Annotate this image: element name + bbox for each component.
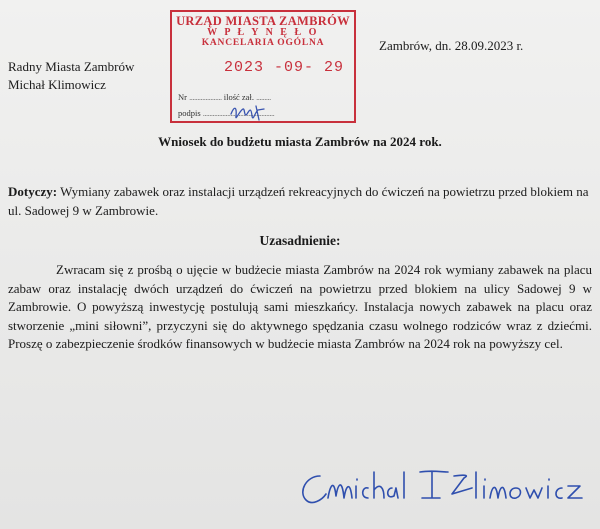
subject-label: Dotyczy: — [8, 184, 58, 199]
justification-heading: Uzasadnienie: — [259, 233, 341, 248]
subject-paragraph — [8, 182, 594, 220]
document-date: Zambrów, dn. 28.09.2023 r. — [379, 38, 524, 53]
stamp-nr-label: Nr — [178, 92, 187, 102]
sender-title: Radny Miasta Zambrów — [8, 59, 135, 74]
stamp-attachments-label: ilość zał. — [223, 92, 254, 102]
stamp-title: URZĄD MIASTA ZAMBRÓW — [176, 14, 350, 28]
subject-text: Wymiany zabawek oraz instalacji urządzeń rekreacyjnych do ćwiczeń na powietrzu przed blokiem na ul. Sadowej 9 w Zambrowie. — [8, 184, 589, 218]
document-heading: Wniosek do budżetu miasta Zambrów na 2024 rok. — [158, 134, 442, 149]
stamp-received-label: W P Ł Y N Ę Ł O — [207, 27, 319, 38]
stamp-attachments-dots: ......... — [256, 92, 271, 102]
stamp-nr-dots: .................... — [189, 92, 222, 102]
sender-name: Michał Klimowicz — [8, 77, 106, 92]
justification-body: Zwracam się z prośbą o ujęcie w budżecie miasta Zambrów na 2024 rok wymiany zabawek na placu zabaw oraz instalację dwóch urządzeń do ćwiczeń na powietrzu przed blokiem na ulicy Sadowej 9 w Zambrowie. O powyższą inwestycję postulują sami mieszkańcy. Instalacja nowych zabawek na placu oraz stworzenie „mini siłowni”, przyczyni się do aktywnego spędzania czasu wolnego rodziców wraz z dziećmi. Proszę o zabezpieczenie środków finansowych w budżecie miasta Zambrów na 2024 rok na powyższy cel. — [8, 262, 592, 352]
stamp-signature-dots: ............................................ — [202, 108, 275, 118]
stamp-date: 2023 -09- 29 — [224, 59, 345, 76]
sender-block — [8, 58, 134, 94]
stamp-signature-label: podpis — [178, 108, 201, 118]
clerk-initials-scribble — [228, 100, 268, 126]
stamp-department: KANCELARIA OGÓLNA — [201, 38, 325, 48]
registry-stamp — [170, 10, 356, 123]
handwritten-signature — [292, 458, 592, 518]
